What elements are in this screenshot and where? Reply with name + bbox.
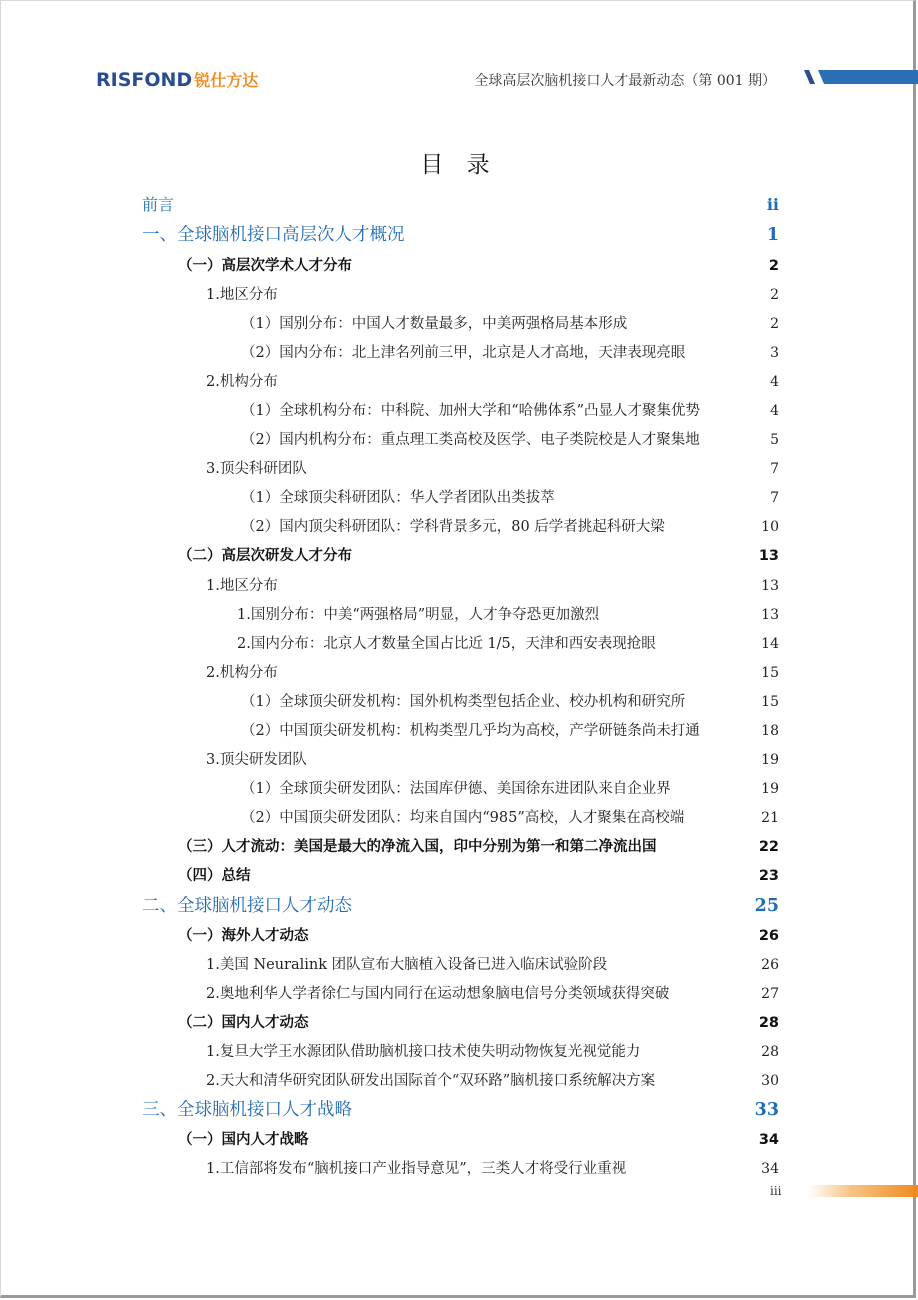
toc-entry-page: 21 [761,810,779,826]
toc-entry-page: 18 [761,723,779,739]
toc-entry[interactable] [241,428,779,449]
toc-entry-page: 7 [770,461,779,477]
toc-entry-page: 26 [758,928,779,944]
toc-entry-title: 1.地区分布 [206,287,278,303]
toc-entry[interactable] [178,544,779,565]
toc-entry-page: 15 [761,694,779,710]
toc-entry-page: 25 [754,896,779,916]
header-accent-bar [802,70,918,84]
toc-entry-title: （1）全球顶尖科研团队：华人学者团队出类拔萃 [241,490,555,506]
toc-entry-page: ii [766,195,779,214]
toc-entry[interactable] [142,221,779,246]
toc-entry-title: （一）国内人才战略 [178,1132,309,1148]
toc-entry-title: 2.奥地利华人学者徐仁与国内同行在运动想象脑电信号分类领域获得突破 [206,986,670,1002]
toc-entry-page: 28 [761,1044,779,1060]
toc-entry-title: （1）国别分布：中国人才数量最多，中美两强格局基本形成 [241,316,628,332]
toc-entry-page: 4 [770,403,779,419]
toc-entry-page: 30 [761,1073,779,1089]
toc-entry-title: 1.国别分布：中美“两强格局”明显，人才争夺恐更加激烈 [237,607,600,623]
toc-entry-page: 2 [770,316,779,332]
toc-entry-title: （2）国内分布：北上津名列前三甲，北京是人才高地，天津表现亮眼 [241,345,686,361]
toc-entry-title: 1.美国 Neuralink 团队宣布大脑植入设备已进入临床试验阶段 [206,957,608,973]
toc-entry[interactable] [178,1011,779,1032]
toc-entry[interactable] [206,1157,779,1178]
toc-entry[interactable] [206,1040,779,1061]
toc-entry-page: 26 [761,957,779,973]
toc-entry-title: （三）人才流动：美国是最大的净流入国，印中分别为第一和第二净流出国 [178,839,657,855]
toc-entry[interactable] [206,748,779,769]
page-number: iii [770,1184,782,1198]
toc-entry-page: 19 [761,752,779,768]
toc-entry[interactable] [241,341,779,362]
toc-entry-title: （2）国内顶尖科研团队：学科背景多元，80 后学者挑起科研大梁 [241,519,665,535]
toc-entry-title: （1）全球机构分布：中科院、加州大学和“哈佛体系”凸显人才聚集优势 [241,403,701,419]
toc-entry[interactable] [241,312,779,333]
toc-entry-page: 14 [761,636,779,652]
toc-entry-title: （1）全球顶尖研发机构：国外机构类型包括企业、校办机构和研究所 [241,694,686,710]
toc-entry-page: 33 [754,1100,779,1120]
toc-entry-title: 2.国内分布：北京人才数量全国占比近 1/5，天津和西安表现抢眼 [237,636,656,652]
toc-entry[interactable] [241,719,779,740]
toc-entry[interactable] [142,192,779,215]
toc-entry[interactable] [206,661,779,682]
toc-entry-page: 10 [761,519,779,535]
toc-entry[interactable] [206,953,779,974]
toc-entry-title: 1.地区分布 [206,578,278,594]
toc-entry[interactable] [241,777,779,798]
toc-entry[interactable] [241,806,779,827]
toc-entry-title: （二）高层次研发人才分布 [178,548,352,564]
toc-entry[interactable] [241,486,779,507]
toc-entry-page: 1 [766,225,779,245]
toc-entry-page: 13 [761,607,779,623]
toc-entry-page: 13 [758,548,779,564]
toc-entry[interactable] [178,924,779,945]
toc-entry-title: （2）中国顶尖研发机构：机构类型几乎均为高校，产学研链条尚未打通 [241,723,700,739]
toc-entry-title: 二、全球脑机接口人才动态 [142,896,352,916]
header-title: 全球高层次脑机接口人才最新动态（第 001 期） [474,73,776,89]
toc-entry-page: 7 [770,490,779,506]
toc-entry-page: 34 [761,1161,779,1177]
toc-entry[interactable] [142,1096,779,1121]
toc-entry[interactable] [178,835,779,856]
toc-entry[interactable] [142,892,779,917]
toc-entry-page: 15 [761,665,779,681]
toc-entry[interactable] [178,864,779,885]
toc-entry[interactable] [241,515,779,536]
logo-latin-text: RISFOND [96,69,193,91]
footer-accent-bar [808,1185,918,1197]
toc-entry[interactable] [206,982,779,1003]
toc-title: 目 录 [420,152,498,178]
toc-entry-title: 前言 [142,195,175,214]
toc-entry-page: 23 [758,868,779,884]
toc-entry-title: 2.机构分布 [206,665,278,681]
toc-entry-title: 2.机构分布 [206,374,278,390]
toc-entry[interactable] [241,690,779,711]
toc-entry-page: 19 [761,781,779,797]
toc-entry[interactable] [178,254,779,275]
toc-entry[interactable] [206,283,779,304]
logo-chinese-text: 锐仕方达 [194,71,259,90]
toc-entry-page: 4 [770,374,779,390]
toc-entry-page: 2 [770,287,779,303]
toc-entry-title: 2.天大和清华研究团队研发出国际首个“双环路”脑机接口系统解决方案 [206,1073,656,1089]
toc-entry[interactable] [206,1069,779,1090]
company-logo [96,68,258,92]
toc-entry-page: 5 [770,432,779,448]
toc-entry-title: 一、全球脑机接口高层次人才概况 [142,225,405,245]
toc-entry-title: 3.顶尖科研团队 [206,461,307,477]
toc-entry[interactable] [237,632,779,653]
toc-entry-page: 34 [758,1132,779,1148]
toc-entry-page: 22 [758,839,779,855]
toc-entry-title: （二）国内人才动态 [178,1015,309,1031]
toc-entry-title: 3.顶尖研发团队 [206,752,307,768]
toc-entry-title: （四）总结 [178,868,251,884]
toc-entry-title: 1.复旦大学王水源团队借助脑机接口技术使失明动物恢复光视觉能力 [206,1044,641,1060]
toc-entry-title: 三、全球脑机接口人才战略 [142,1100,352,1120]
toc-entry-page: 27 [761,986,779,1002]
toc-entry-title: （一）高层次学术人才分布 [178,258,352,274]
toc-entry-page: 13 [761,578,779,594]
toc-entry-page: 28 [758,1015,779,1031]
toc-entry-page: 2 [768,258,779,274]
toc-entry-title: 1.工信部将发布“脑机接口产业指导意见”，三类人才将受行业重视 [206,1161,627,1177]
toc-entry[interactable] [206,574,779,595]
toc-entry[interactable] [241,399,779,420]
toc-entry[interactable] [178,1128,779,1149]
toc-entry-page: 3 [770,345,779,361]
toc-entry-title: （一）海外人才动态 [178,928,309,944]
toc-entry-title: （2）国内机构分布：重点理工类高校及医学、电子类院校是人才聚集地 [241,432,700,448]
toc-entry[interactable] [206,457,779,478]
toc-entry[interactable] [206,370,779,391]
toc-entry[interactable] [237,603,779,624]
toc-entry-title: （1）全球顶尖研发团队：法国库伊德、美国徐东进团队来自企业界 [241,781,671,797]
toc-entry-title: （2）中国顶尖研发团队：均来自国内“985”高校，人才聚集在高校端 [241,810,685,826]
